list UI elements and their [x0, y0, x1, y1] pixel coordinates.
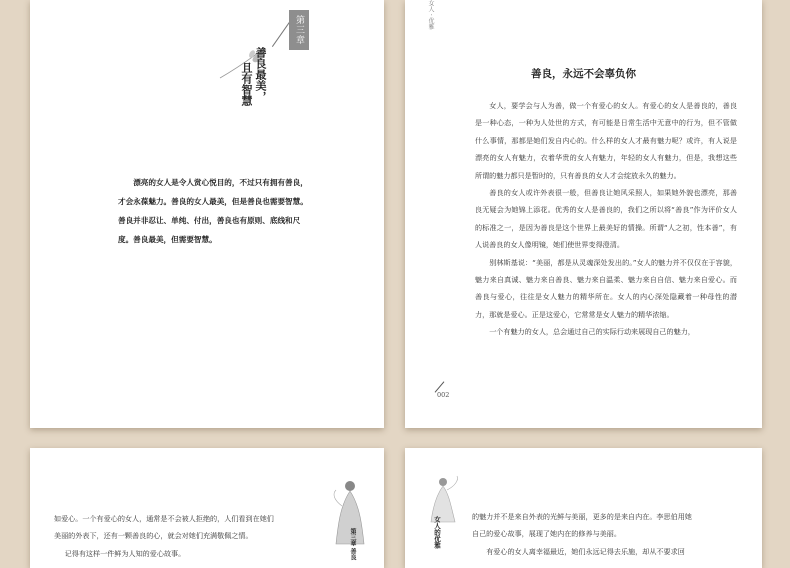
text-line: 的魅力并不是来自外表的光鲜与美丽，更多的是来自内在。李思伯用她 — [472, 512, 692, 521]
running-head: 女人 · 优雅 — [427, 0, 434, 30]
page-right-top — [405, 0, 762, 428]
text-line: 记得有这样一件鲜为人知的爱心故事。 — [64, 548, 186, 558]
section-title: 善良，永远不会辜负你 — [531, 68, 636, 80]
page3-body — [54, 510, 322, 562]
side-label: 女人的优雅 — [433, 516, 441, 549]
paragraph: 一个有魅力的女人，总会通过自己的实际行动来展现自己的魅力， — [489, 327, 695, 337]
page4-body — [472, 508, 740, 560]
chapter-badge: 第三章 — [289, 10, 309, 50]
chapter-title-line2: 且有智慧 — [240, 62, 253, 106]
chapter-intro — [118, 173, 314, 249]
section-body — [475, 97, 737, 341]
chapter-title-line1: 善良最美， — [254, 47, 267, 102]
paragraph: 女人，要学会与人为善，做一个有爱心的女人。有爱心的女人是善良的，善良是一种心态，一种为人处世的方式，有可能是日常生活中无意中的行为，但不管做什么事情，那都是她们发自内心的。什么样的女人才最有魅力呢？或许，有人说是漂亮的女人有魅力，衣着华贵的女人有魅力，年轻的女人有魅力，但是，我想这些所谓的魅力都只是暂时的，只有善良的女人才会绽放永久的魅力。 — [475, 101, 737, 180]
side-label: 第三章 善良 — [349, 528, 356, 561]
text-line: 有爱心的女人离幸福最近，她们永远记得去乐施，却从不要求回 — [486, 546, 685, 556]
paragraph: 善良的女人或许外表很一般，但善良让她风采照人，如果她外貌也漂亮，那善良无疑会为她锦上添花。优秀的女人是善良的，我们之所以将“善良”作为评价女人的标准之一，是因为善良是这个世界上最美好的情操。所谓“人之初，性本善”，有人说善良的女人像明镜，她们使世界变得澄清。 — [475, 188, 737, 250]
page-left-bottom — [30, 448, 384, 568]
page-left-top — [30, 0, 384, 428]
page-number: 002 — [437, 391, 450, 399]
page-right-bottom — [405, 448, 762, 568]
text-line: 如爱心。一个有爱心的女人，通常是不会被人拒绝的，人们看到在她们 — [54, 514, 274, 523]
chapter-intro-text: 漂亮的女人是令人赏心悦目的，不过只有拥有善良，才会永葆魅力。善良的女人最美，但是善良也需要智慧。善良并非忍让、单纯、付出，善良也有原则、底线和尺度。善良最美，但需要智慧。 — [118, 178, 308, 244]
text-line: 美丽的外表下，还有一颗善良的心，就会对她们充满敬佩之情。 — [54, 531, 253, 541]
paragraph: 别林斯基说：“美丽，都是从灵魂深处发出的。”女人的魅力并不仅仅在于容貌，魅力来自真诚、魅力来自善良、魅力来自温柔、魅力来自自信、魅力来自爱心。而善良与爱心，往往是女人魅力的精华所在。女人的内心深处隐藏着一种母性的潜力，那就是爱心。正是这爱心，它常常是女人魅力的精华浓缩。 — [475, 257, 737, 319]
text-line: 自己的爱心故事，展现了她内在的修养与美丽。 — [472, 529, 621, 539]
